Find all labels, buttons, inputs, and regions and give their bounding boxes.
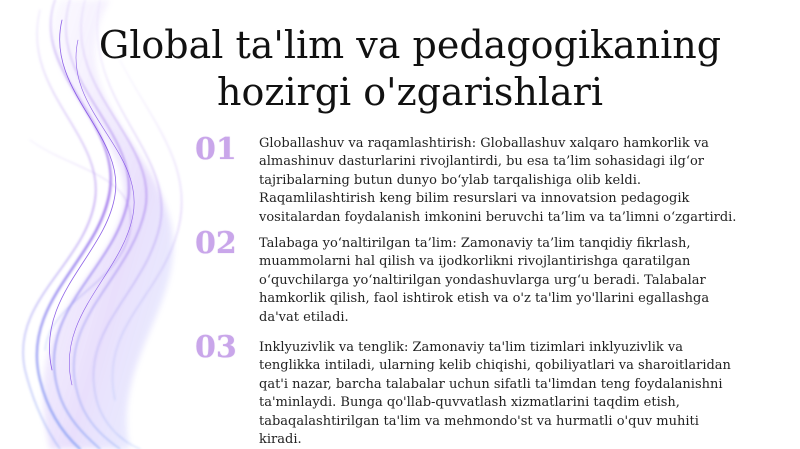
page-title: Global ta'lim va pedagogikaning hozirgi o'zgarishlari [98,23,722,114]
item-text: Globallashuv va raqamlashtirish: Globallashuv xalqaro hamkorlik va almashinuv dasturlarini rivojlantirdi, bu esa ta’lim sohasidagi ilg‘or tajribalarning butun dunyo bo‘ylab tarqalishiga olib keldi. Raqamlilashtirish keng bilim resurslari va innovatsion pedagogik vositalardan foydalanish imkonini beruvchi ta’lim va ta’limni o‘zgartirdi. [259,136,737,225]
item-text: Talabaga yo‘naltirilgan ta’lim: Zamonaviy ta’lim tanqidiy fikrlash, muammolarni hal qilish va ijodkorlikni rivojlantirishga qaratilgan o‘quvchilarga yo‘naltirilgan yondashuvlarga urg‘u beradi. Talabalar hamkorlik qilish, faol ishtirok etish va o'z ta'lim yo'llarini egallashga da'vat etiladi. [259,236,710,325]
item-number: 02 [195,226,237,261]
item-number: 03 [195,330,237,365]
item-number: 01 [195,132,237,167]
item-text: Inklyuzivlik va tenglik: Zamonaviy ta'lim tizimlari inklyuzivlik va tenglikka intiladi, ularning kelib chiqishi, qobiliyatlari va sharoitlaridan qat'i nazar, barcha talabalar uchun sifatli ta'limdan teng foydalanishni ta'minlaydi. Bunga qo'llab-quvvatlash xizmatlarini taqdim etish, tabaqalashtirilgan ta'lim va mehmondo'st va hurmatli o'quv muhiti kiradi. [259,340,731,448]
